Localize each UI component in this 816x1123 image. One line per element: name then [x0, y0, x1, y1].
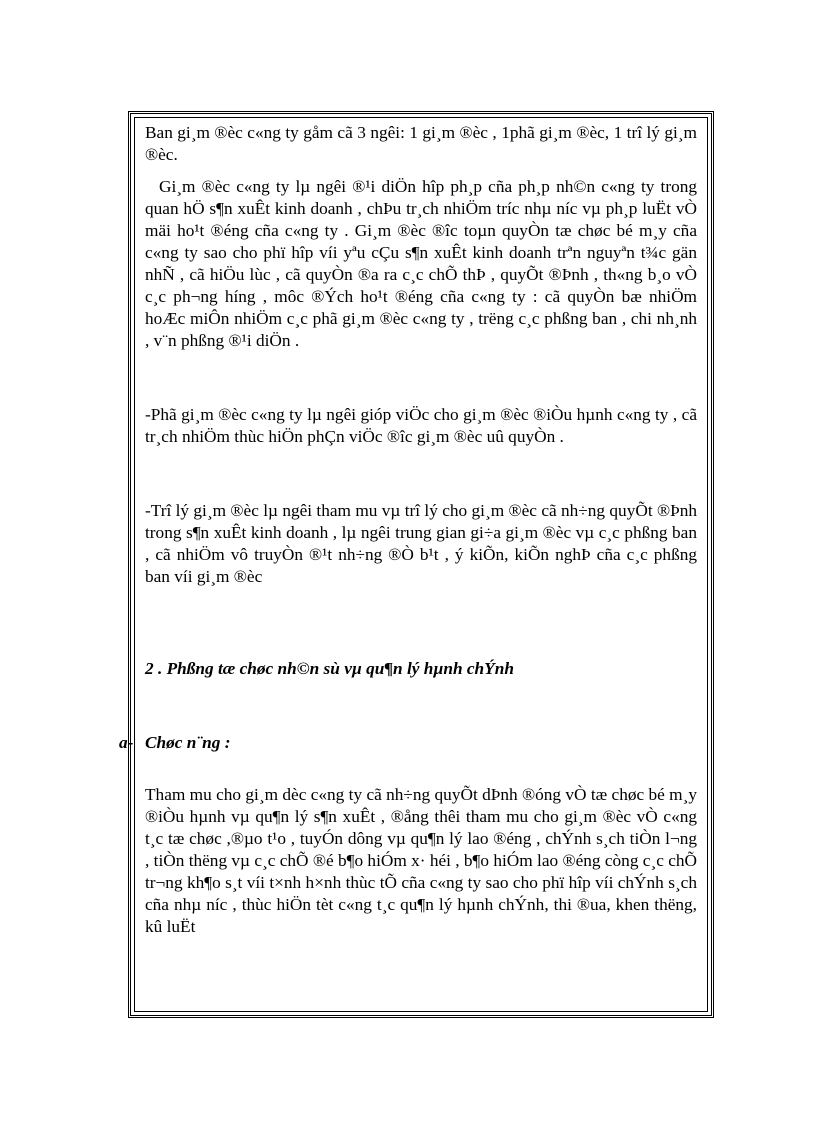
- document-body: [119, 122, 697, 938]
- page-border-frame: [119, 111, 714, 1018]
- section-heading: 2 . Phßng tæ chøc nh©n sù vµ qu¶n lý hµnh chÝnh: [145, 659, 514, 678]
- subsection-heading: [119, 732, 697, 754]
- paragraph-functions: Tham mu cho gi¸m dèc c«ng ty cã nh÷ng quyÕt dÞnh ®óng vÒ tæ chøc bé m¸y ®iÒu hµnh vµ qu¶n lý s¶n xuÊt , ®ång thêi tham mu cho gi¸m ®èc vÒ c«ng t¸c tæ chøc ,®µo t¹o , tuyÓn dông vµ qu¶n lý lao ®éng , chÝnh s¸ch tiÒn l¬ng , tiÒn thëng vµ c¸c chÕ ®é b¶o hiÓm x· héi , b¶o hiÓm lao ®éng còng c¸c chÕ tr¬ng kh¶o s¸t víi t×nh h×nh thùc tÕ cña c«ng ty sao cho phï hîp víi chÝnh s¸ch cña nhµ níc , thùc hiÖn tèt c«ng t¸c qu¶n lý hµnh chÝnh, thi ®ua, khen thëng, kû luËt: [145, 785, 697, 936]
- paragraph-director-role: Gi¸m ®èc c«ng ty lµ ngêi ®¹i diÖn hîp ph¸p cña ph¸p nh©n c«ng ty trong quan hÖ s¶n xuÊt kinh doanh , chÞu tr¸ch nhiÖm tríc nhµ níc vµ ph¸p luËt vÒ mäi ho¹t ®éng cña c«ng ty . Gi¸m ®èc ®îc toµn quyÒn tæ chøc bé m¸y cña c«ng ty sao cho phï hîp víi yªu cÇu s¶n xuÊt kinh doanh trªn nguyªn t¾c gän nhÑ , cã hiÖu lùc , cã quyÒn ®a ra c¸c chÕ thÞ , quyÕt ®Þnh , th«ng b¸o vÒ c¸c ph¬ng híng , môc ®Ých ho¹t ®éng cña c«ng ty : cã quyÒn bæ nhiÖm hoÆc miÔn nhiÖm c¸c phã gi¸m ®èc c«ng ty , trëng c¸c phßng ban , chi nh¸nh , v¨n phßng ®¹i diÖn .: [145, 177, 697, 350]
- subsection-marker: a-: [119, 733, 134, 752]
- paragraph-deputy-director: -Phã gi¸m ®èc c«ng ty lµ ngêi gióp viÖc cho gi¸m ®èc ®iÒu hµnh c«ng ty , cã tr¸ch nhiÖm thùc hiÖn phÇn viÖc ®îc gi¸m ®èc uû quyÒn .: [145, 405, 697, 446]
- subsection-heading-text: Chøc n¨ng :: [145, 733, 231, 752]
- paragraph-board-composition: Ban gi¸m ®èc c«ng ty gåm cã 3 ngêi: 1 gi¸m ®èc , 1phã gi¸m ®èc, 1 trî lý gi¸m ®èc.: [145, 123, 697, 164]
- paragraph-director-assistant: -Trî lý gi¸m ®èc lµ ngêi tham mu vµ trî lý cho gi¸m ®èc cã nh÷ng quyÕt ®Þnh trong s¶n xuÊt kinh doanh , lµ ngêi trung gian gi÷a gi¸m ®èc vµ c¸c phßng ban , cã nhiÖm vô truyÒn ®¹t nh÷ng ®Ò b¹t , ý kiÕn, kiÕn nghÞ cña c¸c phßng ban víi gi¸m ®èc: [145, 501, 697, 586]
